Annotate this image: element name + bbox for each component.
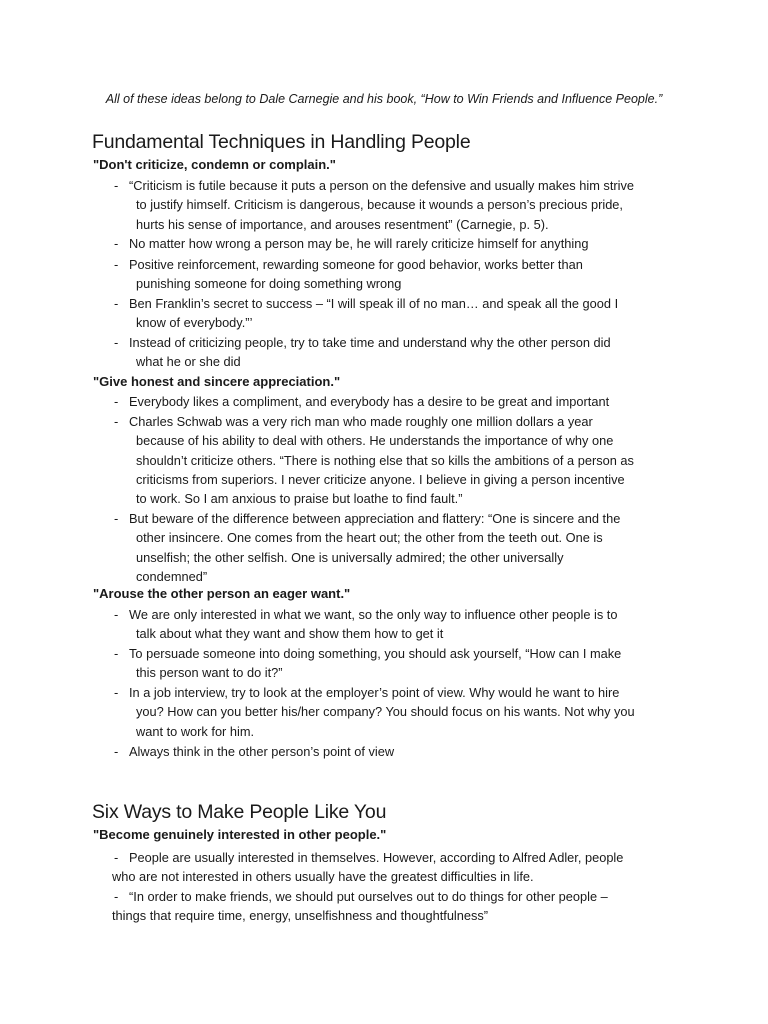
- bullet-item: [114, 234, 684, 253]
- bullet-line: hurts his sense of importance, and arouses resentment” (Carnegie, p. 5).: [136, 216, 549, 232]
- dash-marker: -: [114, 685, 119, 700]
- principle-heading: "Become genuinely interested in other people.": [93, 827, 387, 842]
- bullet-line: this person want to do it?”: [136, 665, 283, 681]
- bullet-line: We are only interested in what we want, so the only way to influence other people is to: [129, 607, 618, 622]
- bullet-line: things that require time, energy, unselfishness and thoughtfulness”: [112, 908, 489, 924]
- bullet-line: No matter how wrong a person may be, he will rarely criticize himself for anything: [129, 236, 589, 251]
- bullet-line: know of everybody.”’: [136, 315, 253, 331]
- section-title-make-people-like-you: Six Ways to Make People Like You: [92, 801, 387, 823]
- bullet-item: [114, 605, 684, 644]
- intro-text: All of these ideas belong to Dale Carnegie and his book, “How to Win Friends and Influence People.”: [105, 92, 663, 106]
- dash-marker: -: [114, 178, 119, 193]
- bullet-line: unselfish; the other selfish. One is universally admired; the other universally: [136, 549, 564, 565]
- dash-marker: -: [114, 889, 119, 904]
- bullet-item: [114, 683, 684, 741]
- dash-marker: -: [114, 850, 119, 865]
- bullet-line: to justify himself. Criticism is dangerous, because it wounds a person’s precious pride,: [136, 197, 623, 213]
- bullet-line: In a job interview, try to look at the employer’s point of view. Why would he want to hire: [129, 685, 620, 700]
- bullet-line: “Criticism is futile because it puts a person on the defensive and usually makes him strive: [129, 178, 634, 193]
- bullet-line: condemned”: [136, 568, 208, 584]
- bullet-line: Everybody likes a compliment, and everybody has a desire to be great and important: [129, 394, 610, 409]
- dash-marker: -: [114, 414, 119, 429]
- bullet-item: [114, 294, 684, 333]
- principle-heading: "Don't criticize, condemn or complain.": [93, 157, 336, 172]
- bullet-line: to work. So I am anxious to praise but loathe to find fault.”: [136, 491, 463, 507]
- bullet-item: [114, 887, 684, 926]
- bullet-line: want to work for him.: [136, 723, 255, 739]
- principle-heading: "Arouse the other person an eager want.": [93, 586, 351, 601]
- bullet-line: Ben Franklin’s secret to success – “I will speak ill of no man… and speak all the good I: [129, 296, 619, 311]
- principle-heading: "Give honest and sincere appreciation.": [93, 374, 341, 389]
- bullet-line: other insincere. One comes from the heart out; the other from the teeth out. One is: [136, 530, 603, 546]
- bullet-item: [114, 644, 684, 683]
- dash-marker: -: [114, 646, 119, 661]
- bullet-line: shouldn’t criticize others. “There is nothing else that so kills the ambitions of a person as: [136, 452, 634, 468]
- bullet-item: [114, 333, 684, 372]
- bullet-line: “In order to make friends, we should put ourselves out to do things for other people –: [129, 889, 608, 904]
- bullet-line: But beware of the difference between appreciation and flattery: “One is sincere and the: [129, 511, 621, 526]
- dash-marker: -: [114, 236, 119, 251]
- bullet-line: punishing someone for doing something wrong: [136, 276, 402, 292]
- bullet-line: People are usually interested in themselves. However, according to Alfred Adler, people: [129, 850, 624, 865]
- dash-marker: -: [114, 257, 119, 272]
- bullet-item: [114, 848, 684, 887]
- bullet-line: because of his ability to deal with others. He understands the importance of why one: [136, 433, 614, 449]
- dash-marker: -: [114, 394, 119, 409]
- bullet-line: talk about what they want and show them how to get it: [136, 626, 444, 642]
- bullet-line: To persuade someone into doing something, you should ask yourself, “How can I make: [129, 646, 622, 661]
- dash-marker: -: [114, 296, 119, 311]
- bullet-item: [114, 509, 684, 586]
- bullet-item: [114, 176, 684, 234]
- bullet-line: criticisms from superiors. I never criticize anyone. I believe in giving a person incentive: [136, 471, 625, 487]
- bullet-item: [114, 392, 684, 411]
- bullet-item: [114, 255, 684, 294]
- dash-marker: -: [114, 511, 119, 526]
- bullet-line: what he or she did: [136, 354, 241, 370]
- section-title-handling-people: Fundamental Techniques in Handling People: [92, 131, 471, 153]
- bullet-line: Instead of criticizing people, try to take time and understand why the other person did: [129, 335, 611, 350]
- bullet-item: [114, 742, 684, 761]
- bullet-item: [114, 412, 684, 508]
- bullet-line: Charles Schwab was a very rich man who made roughly one million dollars a year: [129, 414, 593, 429]
- dash-marker: -: [114, 744, 119, 759]
- bullet-line: who are not interested in others usually have the greatest difficulties in life.: [112, 869, 534, 885]
- bullet-line: you? How can you better his/her company? You should focus on his wants. Not why you: [136, 704, 635, 720]
- bullet-line: Positive reinforcement, rewarding someone for good behavior, works better than: [129, 257, 583, 272]
- dash-marker: -: [114, 335, 119, 350]
- bullet-line: Always think in the other person’s point of view: [129, 744, 395, 759]
- dash-marker: -: [114, 607, 119, 622]
